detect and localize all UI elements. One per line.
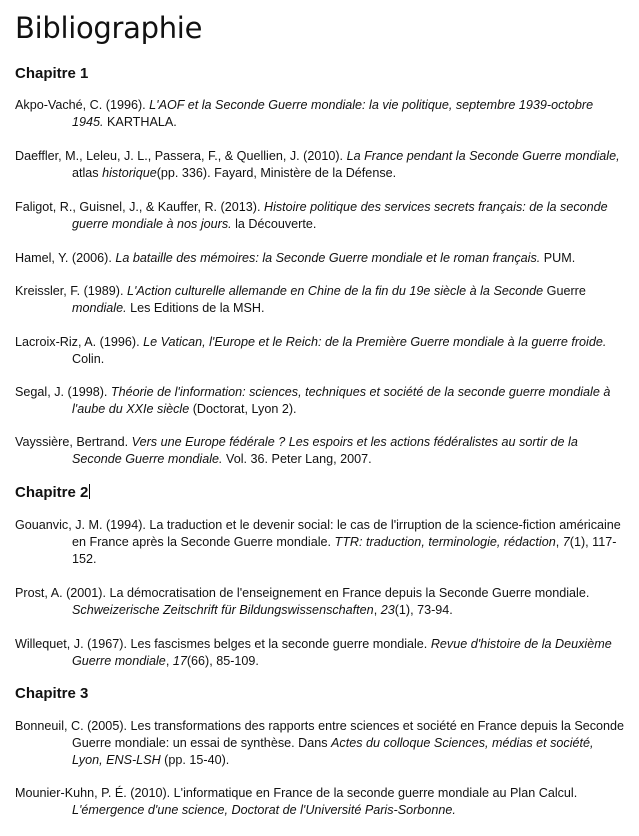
entry-text-run: Willequet, J. (1967). Les fascismes belges et la seconde guerre mondiale. (15, 637, 431, 651)
entry-text-run: Vol. 36. Peter Lang, 2007. (222, 452, 372, 466)
entry-text-run: PUM. (540, 251, 576, 265)
entry-italic-run: Le Vatican, l'Europe et le Reich: de la Première Guerre mondiale à la guerre froide. (143, 335, 607, 349)
entry-text-run: Daeffler, M., Leleu, J. L., Passera, F., & Quellien, J. (2010). (15, 149, 347, 163)
entry-text-run: (pp. 15-40). (160, 753, 230, 767)
bibliography-entry (15, 384, 627, 418)
bibliography-entry (15, 283, 627, 317)
entry-text-run: atlas (72, 166, 103, 180)
entry-text-run: Gouanvic, J. M. (1994). La traduction et le devenir social: le cas de l'irruption de la science-fiction américaine en France après la Seconde Guerre mondiale. (15, 518, 621, 549)
entry-italic-run: Histoire politique des services secrets français: de la seconde guerre mondiale à nos jours. (72, 200, 608, 231)
entry-italic-run: historique (102, 166, 157, 180)
entry-italic-run: 7 (562, 535, 570, 549)
entry-text-run: Colin. (72, 352, 105, 366)
entry-text-run: Segal, J. (1998). (15, 385, 111, 399)
bibliography-entry (15, 434, 627, 468)
entry-italic-run: mondiale. (72, 301, 127, 315)
bibliography-entry (15, 718, 627, 769)
entry-italic-run: 17 (172, 654, 187, 668)
entry-italic-run: La France pendant la Seconde Guerre mondiale, (346, 149, 620, 163)
bibliography-entry (15, 585, 627, 619)
bibliography-entry (15, 148, 627, 182)
entry-italic-run: L'AOF et la Seconde Guerre mondiale: la vie politique, septembre 1939-octobre 1945. (72, 98, 594, 129)
bibliography-entry (15, 97, 627, 131)
bibliography-entry (15, 250, 627, 267)
bibliography-entry (15, 785, 627, 819)
entry-text-run: Akpo-Vaché, C. (1996). (15, 98, 150, 112)
chapter-heading-text: Chapitre 2 (15, 484, 89, 501)
entry-text-run: KARTHALA. (103, 115, 177, 129)
entry-text-run: Hamel, Y. (2006). (15, 251, 116, 265)
entry-italic-run: Théorie de l'information: sciences, techniques et société de la seconde guerre mondiale à l'aube du XXIe siècle (72, 385, 611, 416)
bibliography-entry (15, 199, 627, 233)
entry-italic-run: Schweizerische Zeitschrift für Bildungswissenschaften (72, 603, 374, 617)
text-cursor (89, 484, 90, 499)
entry-text-run: Mounier-Kuhn, P. É. (2010). L'informatique en France de la seconde guerre mondiale au Plan Calcul. (15, 786, 578, 800)
entry-text-run: , (555, 535, 563, 549)
entry-italic-run: Revue d'histoire de la Deuxième Guerre mondiale (72, 637, 612, 668)
entry-text-run: (66), 85-109. (186, 654, 259, 668)
entry-italic-run: Actes du colloque Sciences, médias et société, Lyon, ENS-LSH (72, 736, 594, 767)
chapter-heading: Chapitre 3 (15, 685, 89, 702)
entry-text-run: (1), 117-152. (72, 535, 617, 566)
entry-text-run: Guerre (543, 284, 586, 298)
entry-text-run: (pp. 336). Fayard, Ministère de la Défense. (156, 166, 397, 180)
entry-text-run: (Doctorat, Lyon 2). (189, 402, 297, 416)
entry-text-run: la Découverte. (231, 217, 317, 231)
chapter-heading: Chapitre 1 (15, 65, 89, 82)
entry-italic-run: La bataille des mémoires: la Seconde Guerre mondiale et le roman français. (115, 251, 541, 265)
entry-italic-run: L'Action culturelle allemande en Chine de la fin du 19e siècle à la Seconde (126, 284, 544, 298)
entry-text-run: Kreissler, F. (1989). (15, 284, 127, 298)
entry-italic-run: Vers une Europe fédérale ? Les espoirs et les actions fédéralistes au sortir de la Seconde Guerre mondiale. (72, 435, 578, 466)
entry-text-run: , (373, 603, 381, 617)
entry-italic-run: L'émergence d'une science, Doctorat de l'Université Paris-Sorbonne. (72, 803, 456, 817)
entry-italic-run: TTR: traduction, terminologie, rédaction (334, 535, 556, 549)
entry-text-run: (1), 73-94. (394, 603, 453, 617)
entry-text-run: Prost, A. (2001). La démocratisation de l'enseignement en France depuis la Seconde Guerre mondiale. (15, 586, 590, 600)
page-title: Bibliographie (15, 11, 203, 45)
bibliography-entry (15, 334, 627, 368)
entry-text-run: Vayssière, Bertrand. (15, 435, 132, 449)
entry-italic-run: 23 (380, 603, 395, 617)
entry-text-run: Faligot, R., Guisnel, J., & Kauffer, R. (2013). (15, 200, 264, 214)
entry-text-run: Bonneuil, C. (2005). Les transformations des rapports entre sciences et société en France depuis la Seconde Guerre mondiale: un essai de synthèse. Dans (15, 719, 625, 750)
entry-text-run: Lacroix-Riz, A. (1996). (15, 335, 144, 349)
entry-text-run: Les Editions de la MSH. (126, 301, 265, 315)
entry-text-run: , (165, 654, 173, 668)
bibliography-entry (15, 636, 627, 670)
chapter-heading (15, 484, 627, 502)
bibliography-entry (15, 517, 627, 568)
